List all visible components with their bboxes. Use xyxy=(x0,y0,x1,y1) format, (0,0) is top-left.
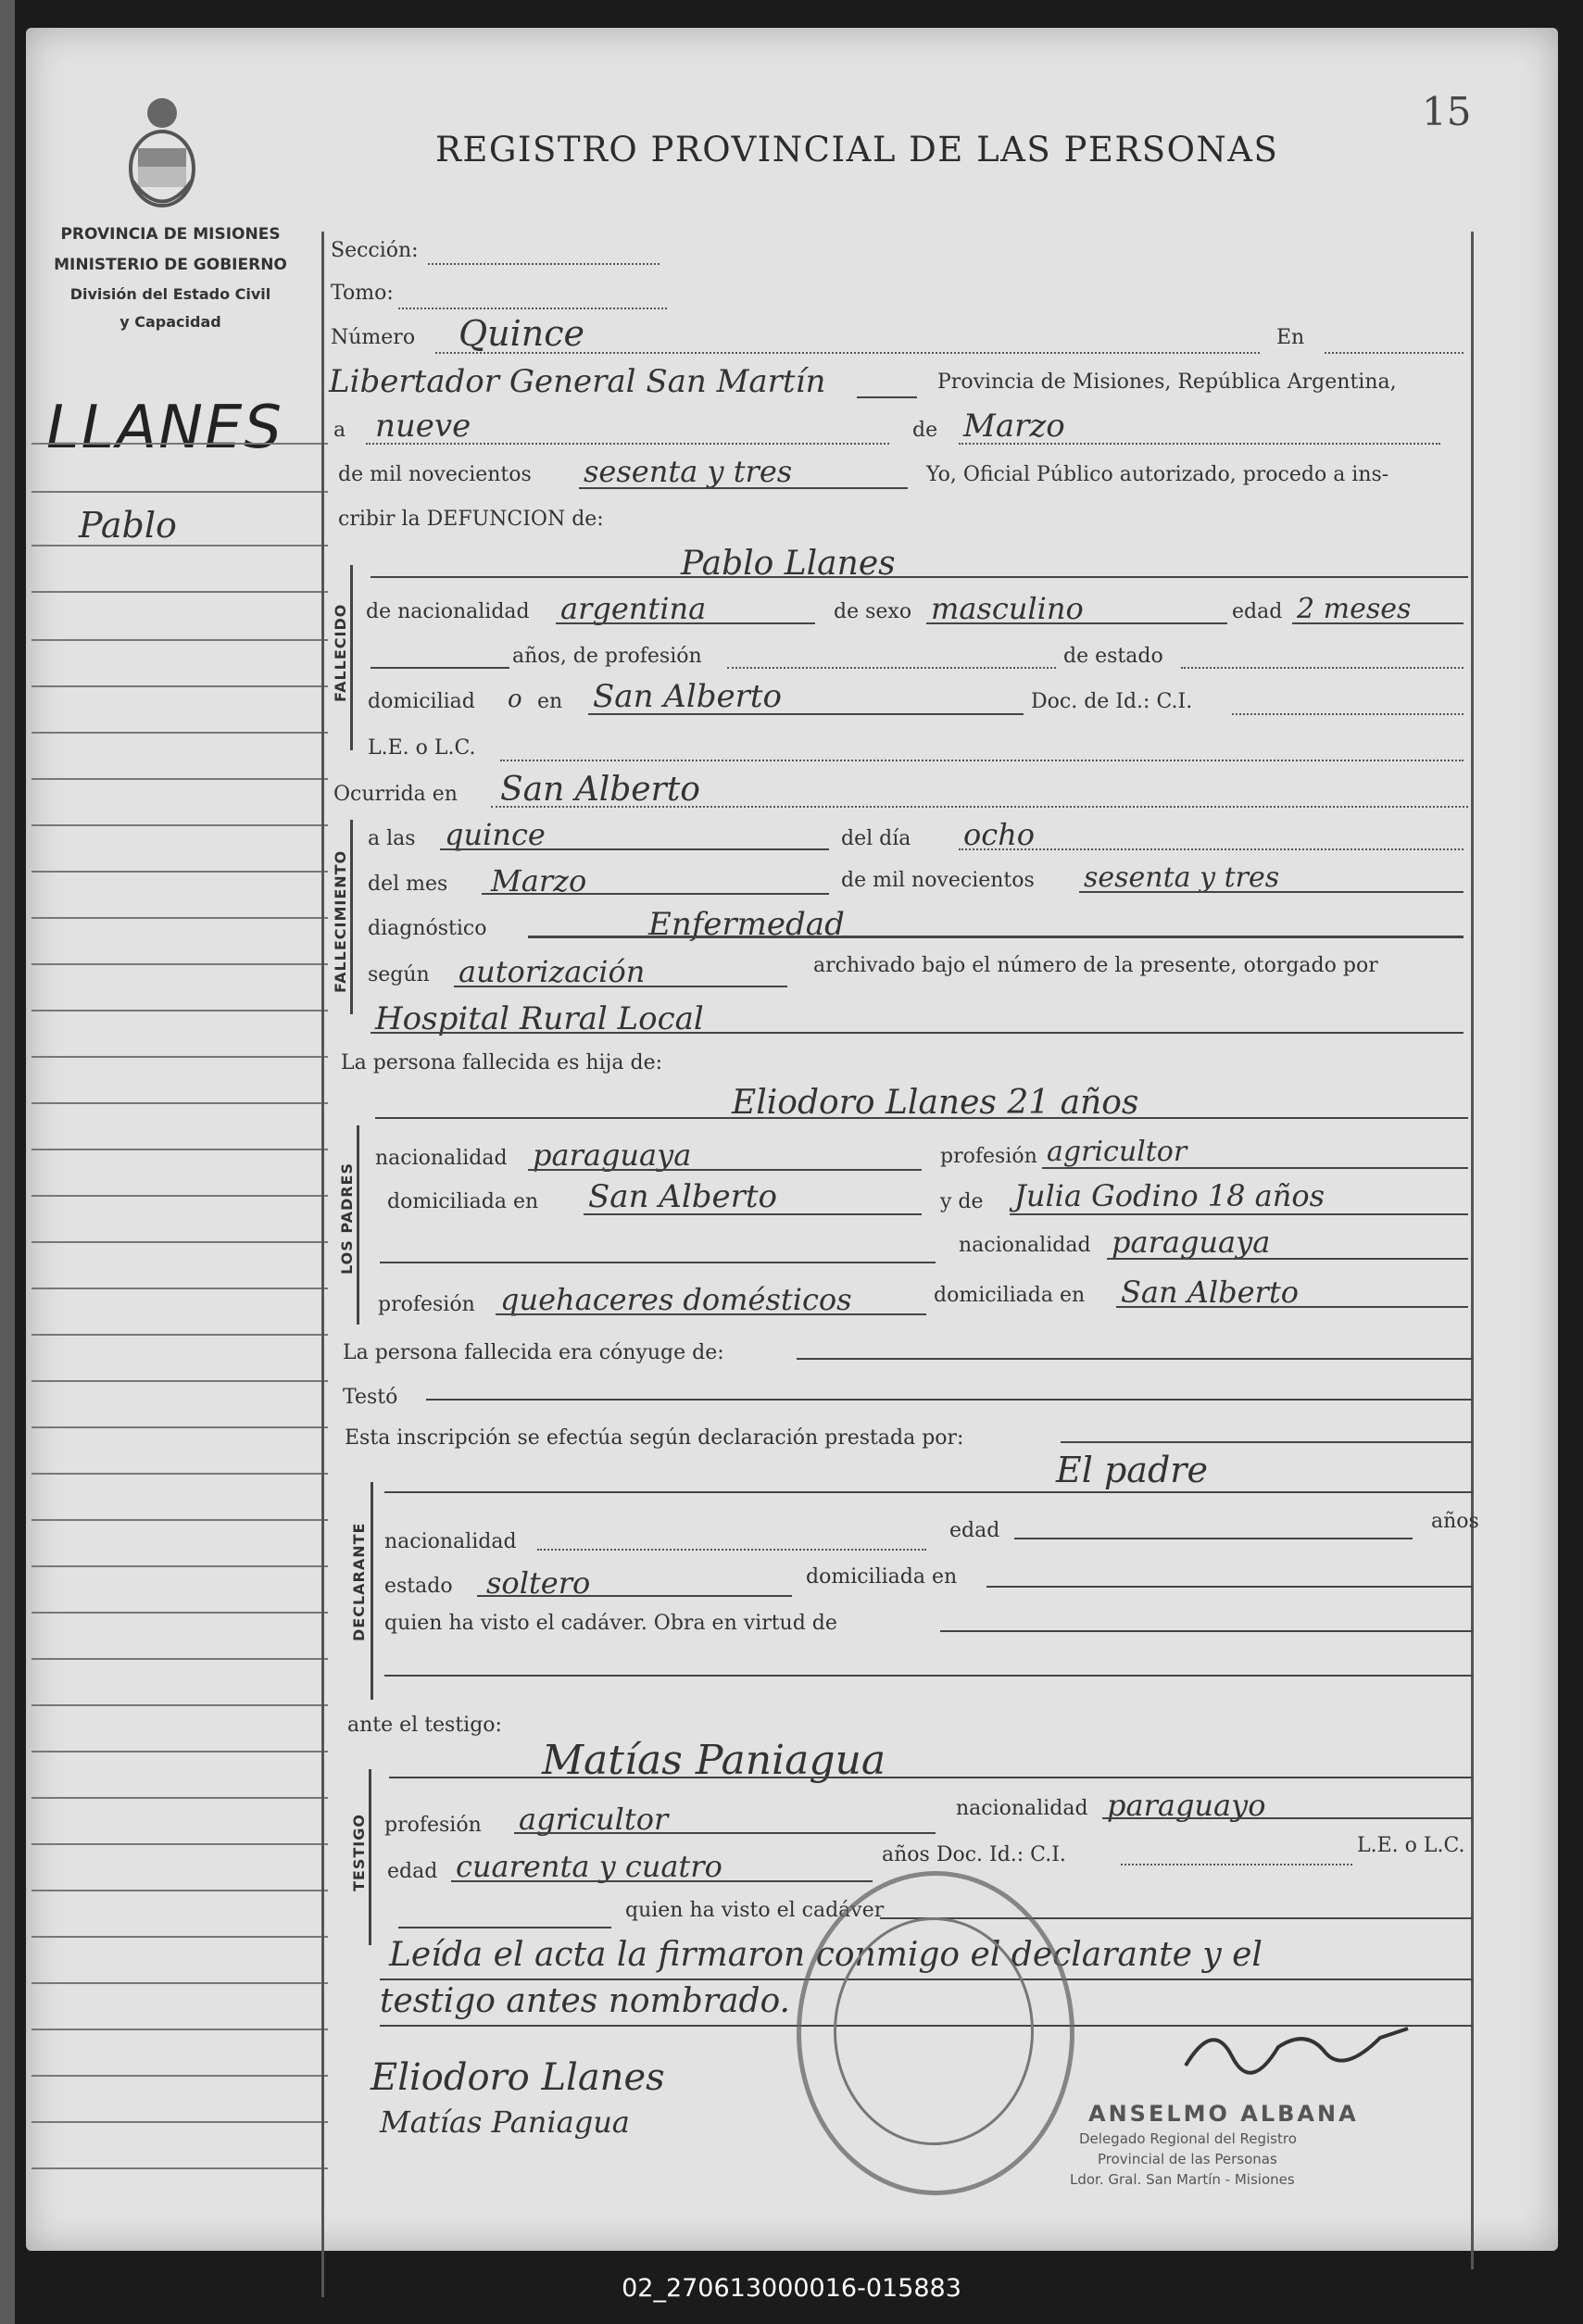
page-number: 15 xyxy=(1422,89,1472,134)
fallecido-sexo-label: de sexo xyxy=(834,600,912,623)
fallecido-sexo-field xyxy=(926,622,1227,624)
margin-rule-line xyxy=(31,1473,328,1475)
testigo-cadaver-pre-field xyxy=(398,1927,611,1928)
en-label: En xyxy=(1276,326,1305,349)
madre-field xyxy=(1010,1213,1468,1215)
de-label: de xyxy=(912,419,938,442)
margin-rule-line xyxy=(31,1056,328,1058)
declarante-cadaver-field xyxy=(940,1630,1473,1632)
padres-profesion2-field xyxy=(496,1313,926,1315)
margin-rule-line xyxy=(31,1751,328,1752)
mil-label: de mil novecientos xyxy=(338,463,532,486)
testigo-profesion-field xyxy=(514,1832,936,1834)
margin-rule-line xyxy=(31,491,328,493)
padres-domiciliada2-label: domiciliada en xyxy=(934,1284,1086,1307)
ocurrida-label: Ocurrida en xyxy=(333,783,458,806)
testigo-anios-doc-label: años Doc. Id.: C.I. xyxy=(882,1843,1066,1866)
margin-rule-line xyxy=(31,917,328,919)
margin-rule-line xyxy=(31,2075,328,2077)
fallecimiento-mil-label: de mil novecientos xyxy=(841,869,1035,892)
margin-rule-line xyxy=(31,1982,328,1984)
a-label: a xyxy=(333,419,346,442)
testigo-le-label: L.E. o L.C. xyxy=(1357,1834,1465,1857)
padres-nacionalidad-label: nacionalidad xyxy=(375,1147,508,1170)
fallecido-le-field xyxy=(500,760,1464,761)
archivado-text: archivado bajo el número de la presente, otorgado por xyxy=(813,954,1378,977)
seccion-field xyxy=(428,263,660,265)
document-id-footer: 02_270613000016-015883 xyxy=(622,2274,961,2303)
margin-rule-line xyxy=(31,732,328,734)
fallecido-doc-label: Doc. de Id.: C.I. xyxy=(1031,690,1193,713)
segun-label: según xyxy=(368,963,430,986)
declarante-estado-label: estado xyxy=(384,1575,453,1598)
fallecido-en-label: en xyxy=(537,690,563,713)
nota-line1: Leída el acta la firmaron conmigo el declarante y el xyxy=(389,1936,1263,1974)
margin-rule-line xyxy=(31,443,328,445)
testigo-edad-value: cuarenta y cuatro xyxy=(456,1849,722,1884)
testigo-side-label: TESTIGO xyxy=(350,1814,368,1891)
fallecido-domicilio-field xyxy=(588,713,1024,715)
segun-value: autorización xyxy=(459,954,646,989)
margin-rule-line xyxy=(31,2029,328,2030)
declarante-cadaver-label: quien ha visto el cadáver. Obra en virtud de xyxy=(384,1612,837,1635)
margin-rule-line xyxy=(31,1936,328,1938)
padre-field xyxy=(375,1117,1468,1119)
padres-domicilio-field xyxy=(584,1213,922,1215)
inscripcion-field xyxy=(1061,1441,1473,1443)
provincia-text: Provincia de Misiones, República Argentina, xyxy=(937,371,1397,394)
padres-profesion2-label: profesión xyxy=(378,1293,475,1316)
firma-declarante: Eliodoro Llanes xyxy=(371,2056,665,2099)
declarante-extra-field xyxy=(384,1675,1473,1677)
padre-value: Eliodoro Llanes 21 años xyxy=(732,1084,1139,1122)
left-header-line1: PROVINCIA DE MISIONES xyxy=(60,225,281,244)
declarante-nacionalidad-label: nacionalidad xyxy=(384,1530,517,1553)
testigo-nacionalidad-field xyxy=(1102,1817,1473,1819)
margin-rule-line xyxy=(31,1426,328,1428)
margin-given-name: Pablo xyxy=(79,505,177,546)
diagnostico-value: Enfermedad xyxy=(648,906,845,943)
margin-rule-line xyxy=(31,1149,328,1150)
margin-surname: LLANES xyxy=(46,394,284,462)
declarante-nacionalidad-field xyxy=(537,1549,926,1551)
anio-field xyxy=(579,487,908,489)
left-border-line xyxy=(321,232,324,2297)
fallecido-anios-label: años, de profesión xyxy=(512,645,702,668)
right-border-line xyxy=(1471,232,1474,2269)
testigo-doc-field xyxy=(1121,1864,1352,1865)
inscripcion-text: Esta inscripción se efectúa según declaración prestada por: xyxy=(345,1426,964,1450)
testigo-edad-label: edad xyxy=(387,1860,438,1883)
fallecido-domiciliado-suffix: o xyxy=(508,685,522,713)
margin-rule-line xyxy=(31,1565,328,1567)
declarante-domiciliada-label: domiciliada en xyxy=(806,1565,958,1589)
official-name: ANSELMO ALBANA xyxy=(1088,2101,1359,2127)
margin-rule-line xyxy=(31,1010,328,1011)
left-header-line4: y Capacidad xyxy=(119,313,221,331)
tomo-label: Tomo: xyxy=(331,282,394,305)
testo-field xyxy=(426,1399,1473,1401)
official-seal-inner xyxy=(834,1917,1034,2145)
fallecido-domiciliado-label: domiciliad xyxy=(368,690,475,713)
fallecimiento-side-label: FALLECIMIENTO xyxy=(332,849,349,994)
margin-rule-line xyxy=(31,1797,328,1799)
testigo-edad-field xyxy=(451,1880,873,1882)
fallecido-anios-field xyxy=(371,667,509,669)
padres-nacionalidad2-field xyxy=(1107,1258,1468,1260)
mes-field xyxy=(959,443,1440,445)
testigo-profesion-value: agricultor xyxy=(519,1802,669,1837)
margin-rule-line xyxy=(31,1195,328,1197)
padres-domicilio2-field xyxy=(1116,1306,1468,1308)
testo-label: Testó xyxy=(343,1386,398,1409)
madre-value: Julia Godino 18 años xyxy=(1014,1178,1325,1213)
fallecido-edad-field xyxy=(1292,622,1464,624)
declarante-anios-label: años xyxy=(1431,1510,1479,1533)
declarante-estado-value: soltero xyxy=(486,1565,591,1601)
fallecido-sexo-value: masculino xyxy=(931,591,1084,626)
oficial-text: Yo, Oficial Público autorizado, procedo a ins- xyxy=(926,463,1389,486)
conyuge-label: La persona fallecida era cónyuge de: xyxy=(343,1341,724,1364)
testigo-nombre-field xyxy=(389,1777,1473,1778)
left-header-line3: División del Estado Civil xyxy=(69,285,271,303)
padres-side-label: LOS PADRES xyxy=(338,1162,356,1275)
numero-label: Número xyxy=(331,326,416,349)
firma-testigo: Matías Paniagua xyxy=(380,2104,630,2140)
hija-label: La persona fallecida es hija de: xyxy=(341,1051,663,1074)
fallecido-edad-label: edad xyxy=(1232,600,1283,623)
otorgado-field xyxy=(371,1032,1464,1034)
padres-domicilio-value: San Alberto xyxy=(588,1178,777,1215)
official-signature-icon xyxy=(1176,2010,1417,2084)
margin-rule-line xyxy=(31,778,328,780)
declarante-nombre-field xyxy=(384,1491,1473,1493)
segun-field xyxy=(454,986,787,987)
margin-rule-line xyxy=(31,2121,328,2123)
padres-profesion-field xyxy=(1042,1167,1468,1169)
margin-rule-line xyxy=(31,639,328,641)
official-line2: Provincial de las Personas xyxy=(1098,2151,1277,2167)
margin-rule-line xyxy=(31,871,328,873)
conyuge-field xyxy=(797,1358,1473,1360)
otorgado-value: Hospital Rural Local xyxy=(375,1000,704,1037)
testigo-cadaver-label: quien ha visto el cadáver xyxy=(625,1899,885,1922)
margin-rule-line xyxy=(31,2167,328,2169)
mes-value: Marzo xyxy=(963,408,1065,445)
alas-label: a las xyxy=(368,827,416,850)
margin-rule-line xyxy=(31,1612,328,1614)
diagnostico-field xyxy=(528,936,1464,938)
en-field xyxy=(1325,352,1464,354)
fallecimiento-dia-value: ocho xyxy=(963,817,1036,852)
left-header-line2: MINISTERIO DE GOBIERNO xyxy=(54,256,287,274)
declarante-edad-field xyxy=(1014,1538,1413,1539)
fallecimiento-mes-value: Marzo xyxy=(491,863,587,898)
padres-nacionalidad2-label: nacionalidad xyxy=(959,1234,1091,1257)
diagnostico-label: diagnóstico xyxy=(368,917,487,940)
margin-rule-line xyxy=(31,1334,328,1336)
ocurrida-value: San Alberto xyxy=(500,771,700,809)
padres-nacionalidad2-value: paraguaya xyxy=(1112,1225,1271,1260)
padres-nacionalidad-value: paraguaya xyxy=(533,1137,692,1173)
declarante-side-label: DECLARANTE xyxy=(350,1522,368,1641)
fallecido-nacionalidad-value: argentina xyxy=(560,591,707,626)
yde-label: y de xyxy=(940,1190,984,1213)
coat-of-arms-icon xyxy=(125,93,199,213)
fallecido-profesion-field xyxy=(727,667,1056,669)
fallecido-nombre-field xyxy=(371,576,1468,578)
margin-rule-line xyxy=(31,685,328,687)
fallecido-doc-field xyxy=(1232,713,1464,715)
padres-domiciliada-label: domiciliada en xyxy=(387,1190,539,1213)
lugar-fill-line xyxy=(857,396,917,398)
testigo-nacionalidad-label: nacionalidad xyxy=(956,1797,1088,1820)
fallecimiento-mes-field xyxy=(482,893,829,895)
cribir-text: cribir la DEFUNCION de: xyxy=(338,508,604,531)
margin-rule-line xyxy=(31,1519,328,1521)
fallecido-edad-value: 2 meses xyxy=(1297,593,1412,625)
padres-nacionalidad-field xyxy=(528,1169,922,1171)
seccion-label: Sección: xyxy=(331,239,419,262)
nota-line2: testigo antes nombrado. xyxy=(380,1982,790,2020)
padres-profesion-value: agricultor xyxy=(1047,1136,1187,1168)
official-line1: Delegado Regional del Registro xyxy=(1079,2130,1297,2147)
hora-value: quince xyxy=(445,817,546,852)
margin-rule-line xyxy=(31,1102,328,1104)
book-spine xyxy=(0,0,15,2324)
dia-value: nueve xyxy=(375,408,471,445)
margin-rule-line xyxy=(31,1658,328,1660)
margin-rule-line xyxy=(31,1288,328,1289)
margin-rule-line xyxy=(31,1380,328,1382)
numero-field xyxy=(435,352,1260,354)
hora-field xyxy=(440,848,829,850)
padres-profesion2-value: quehaceres domésticos xyxy=(500,1282,852,1317)
fallecido-le-label: L.E. o L.C. xyxy=(368,736,476,760)
fallecimiento-dia-field xyxy=(959,848,1464,850)
declarante-edad-label: edad xyxy=(949,1519,1000,1542)
fallecido-side-label: FALLECIDO xyxy=(332,603,349,703)
declarante-nombre-value: El padre xyxy=(1056,1450,1208,1490)
ocurrida-field xyxy=(491,806,1468,808)
padres-profesion-label: profesión xyxy=(940,1145,1037,1168)
testigo-profesion-label: profesión xyxy=(384,1814,482,1837)
fallecido-estado-label: de estado xyxy=(1063,645,1163,668)
margin-rule-line xyxy=(31,963,328,965)
fallecido-domicilio-value: San Alberto xyxy=(593,678,782,715)
declarante-domiciliada-field xyxy=(986,1586,1473,1588)
lugar-value: Libertador General San Martín xyxy=(329,363,826,400)
anio-value: sesenta y tres xyxy=(584,454,793,489)
fallecimiento-anio-field xyxy=(1079,891,1464,893)
mes-label: del mes xyxy=(368,873,448,896)
fallecimiento-anio-value: sesenta y tres xyxy=(1084,861,1280,894)
declarante-estado-field xyxy=(477,1595,792,1597)
fallecido-nombre-value: Pablo Llanes xyxy=(681,545,896,583)
fallecido-estado-field xyxy=(1181,667,1464,669)
numero-value: Quince xyxy=(459,313,585,354)
margin-rule-line xyxy=(31,1890,328,1891)
margin-rule-line xyxy=(31,591,328,593)
page-title: REGISTRO PROVINCIAL DE LAS PERSONAS xyxy=(435,130,1279,170)
padres-domicilio2-value: San Alberto xyxy=(1121,1275,1299,1310)
margin-rule-line xyxy=(31,545,328,546)
ante-testigo-label: ante el testigo: xyxy=(347,1714,502,1737)
padres-extra-field xyxy=(380,1262,936,1263)
dia-field xyxy=(366,443,889,445)
fallecido-nacionalidad-label: de nacionalidad xyxy=(366,600,530,623)
testigo-nacionalidad-value: paraguayo xyxy=(1107,1788,1266,1823)
fallecido-nacionalidad-field xyxy=(556,622,815,624)
margin-rule-line xyxy=(31,1843,328,1845)
margin-rule-line xyxy=(31,1704,328,1706)
testigo-nombre-value: Matías Paniagua xyxy=(542,1737,886,1784)
dia-label: del día xyxy=(841,827,911,850)
tomo-field xyxy=(398,308,667,309)
official-line3: Ldor. Gral. San Martín - Misiones xyxy=(1070,2171,1295,2188)
margin-rule-line xyxy=(31,824,328,826)
margin-rule-line xyxy=(31,1241,328,1243)
